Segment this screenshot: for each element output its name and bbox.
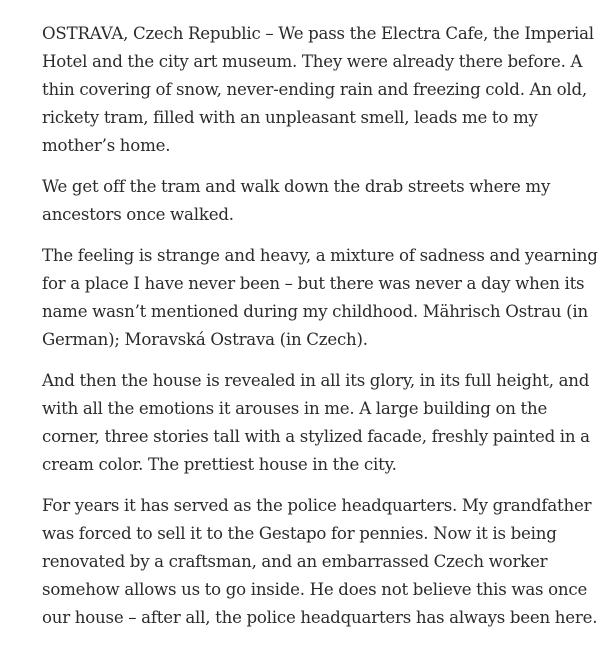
- text-line: We get off the tram and walk down the drab streets where my: [42, 177, 551, 196]
- paragraph-5: [42, 492, 604, 632]
- text-line: ancestors once walked.: [42, 205, 234, 224]
- text-line: OSTRAVA, Czech Republic – We pass the Electra Cafe, the Imperial: [42, 24, 594, 43]
- text-line: mother’s home.: [42, 136, 171, 155]
- paragraph-1: [42, 20, 604, 160]
- text-line: corner, three stories tall with a stylized facade, freshly painted in a: [42, 427, 590, 446]
- text-line: renovated by a craftsman, and an embarrassed Czech worker: [42, 552, 548, 571]
- text-line: German); Moravská Ostrava (in Czech).: [42, 330, 368, 349]
- text-line: Hotel and the city art museum. They were already there before. A: [42, 52, 583, 71]
- text-line: name wasn’t mentioned during my childhood. Mährisch Ostrau (in: [42, 302, 588, 321]
- text-line: cream color. The prettiest house in the city.: [42, 455, 397, 474]
- paragraph-3: [42, 242, 604, 354]
- text-line: with all the emotions it arouses in me. A large building on the: [42, 399, 548, 418]
- paragraph-2: [42, 173, 604, 229]
- text-line: And then the house is revealed in all its glory, in its full height, and: [42, 371, 590, 390]
- article-body: [42, 20, 604, 645]
- text-line: rickety tram, filled with an unpleasant smell, leads me to my: [42, 108, 538, 127]
- text-line: For years it has served as the police headquarters. My grandfather: [42, 496, 592, 515]
- text-line: was forced to sell it to the Gestapo for pennies. Now it is being: [42, 524, 557, 543]
- text-line: somehow allows us to go inside. He does not believe this was once: [42, 580, 588, 599]
- text-line: The feeling is strange and heavy, a mixture of sadness and yearning: [42, 246, 598, 265]
- paragraph-4: [42, 367, 604, 479]
- text-line: thin covering of snow, never-ending rain and freezing cold. An old,: [42, 80, 587, 99]
- text-line: our house – after all, the police headquarters has always been here.: [42, 608, 598, 627]
- text-line: for a place I have never been – but there was never a day when its: [42, 274, 585, 293]
